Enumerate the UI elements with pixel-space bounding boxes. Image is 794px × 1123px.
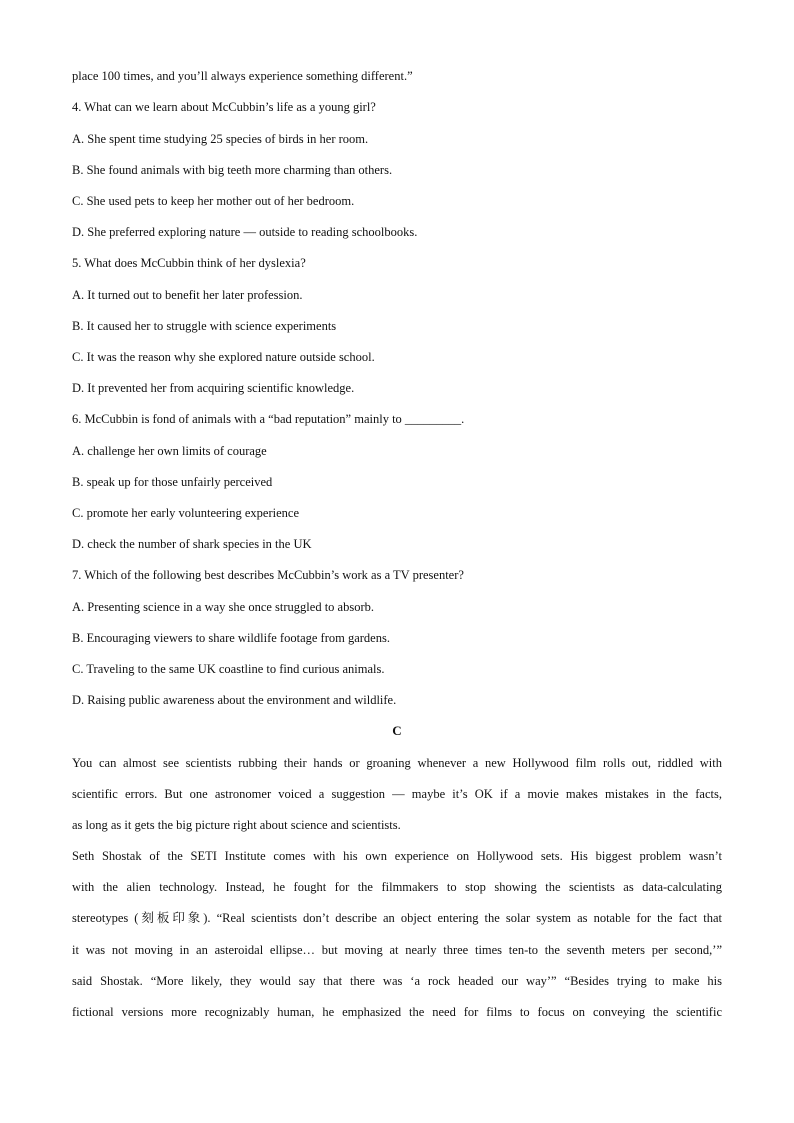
- question-5-option-b: B. It caused her to struggle with science experiments: [72, 319, 337, 333]
- section-heading: C: [392, 723, 402, 738]
- question-7-option-b: B. Encouraging viewers to share wildlife footage from gardens.: [72, 631, 390, 645]
- question-4-option-b: B. She found animals with big teeth more charming than others.: [72, 163, 393, 177]
- passage-line: fictional versions more recognizably human, he emphasized the need for films to focus on conveying the scientific: [72, 1005, 722, 1019]
- question-7-stem: 7. Which of the following best describes McCubbin’s work as a TV presenter?: [72, 568, 464, 582]
- passage-line: Seth Shostak of the SETI Institute comes with his own experience on Hollywood sets. His biggest problem wasn’t: [72, 849, 722, 863]
- question-5-option-a: A. It turned out to benefit her later profession.: [72, 288, 303, 302]
- question-6-option-a: A. challenge her own limits of courage: [72, 444, 267, 458]
- question-6-stem: 6. McCubbin is fond of animals with a “bad reputation” mainly to _________.: [72, 412, 465, 426]
- passage-line: it was not moving in an asteroidal ellipse… but moving at nearly three times ten-to the seventh meters per second,’”: [72, 943, 722, 957]
- passage-line: with the alien technology. Instead, he fought for the filmmakers to stop showing the scientists as data-calculating: [72, 880, 722, 894]
- question-7-option-d: D. Raising public awareness about the environment and wildlife.: [72, 693, 397, 707]
- question-4-option-d: D. She preferred exploring nature — outside to reading schoolbooks.: [72, 225, 418, 239]
- passage-line: You can almost see scientists rubbing their hands or groaning whenever a new Hollywood film rolls out, riddled with: [72, 756, 722, 770]
- passage-line: scientific errors. But one astronomer voiced a suggestion — maybe it’s OK if a movie makes mistakes in the facts,: [72, 787, 722, 801]
- question-6-option-b: B. speak up for those unfairly perceived: [72, 475, 273, 489]
- question-4-option-a: A. She spent time studying 25 species of birds in her room.: [72, 132, 369, 146]
- question-6-option-c: C. promote her early volunteering experience: [72, 506, 299, 520]
- passage-line: said Shostak. “More likely, they would say that there was ‘a rock headed our way’” “Besides trying to make his: [72, 974, 722, 988]
- passage-line: stereotypes (刻板印象). “Real scientists don’t describe an object entering the solar system as notable for the fact that: [72, 911, 722, 925]
- question-4-stem: 4. What can we learn about McCubbin’s life as a young girl?: [72, 100, 376, 114]
- intro-tail-text: place 100 times, and you’ll always experience something different.”: [72, 69, 413, 83]
- question-5-stem: 5. What does McCubbin think of her dyslexia?: [72, 256, 306, 270]
- question-5-option-c: C. It was the reason why she explored nature outside school.: [72, 350, 375, 364]
- question-4-option-c: C. She used pets to keep her mother out of her bedroom.: [72, 194, 355, 208]
- question-6-option-d: D. check the number of shark species in the UK: [72, 537, 312, 551]
- question-7-option-a: A. Presenting science in a way she once struggled to absorb.: [72, 600, 375, 614]
- question-5-option-d: D. It prevented her from acquiring scientific knowledge.: [72, 381, 355, 395]
- passage-line: as long as it gets the big picture right about science and scientists.: [72, 818, 401, 832]
- question-7-option-c: C. Traveling to the same UK coastline to find curious animals.: [72, 662, 385, 676]
